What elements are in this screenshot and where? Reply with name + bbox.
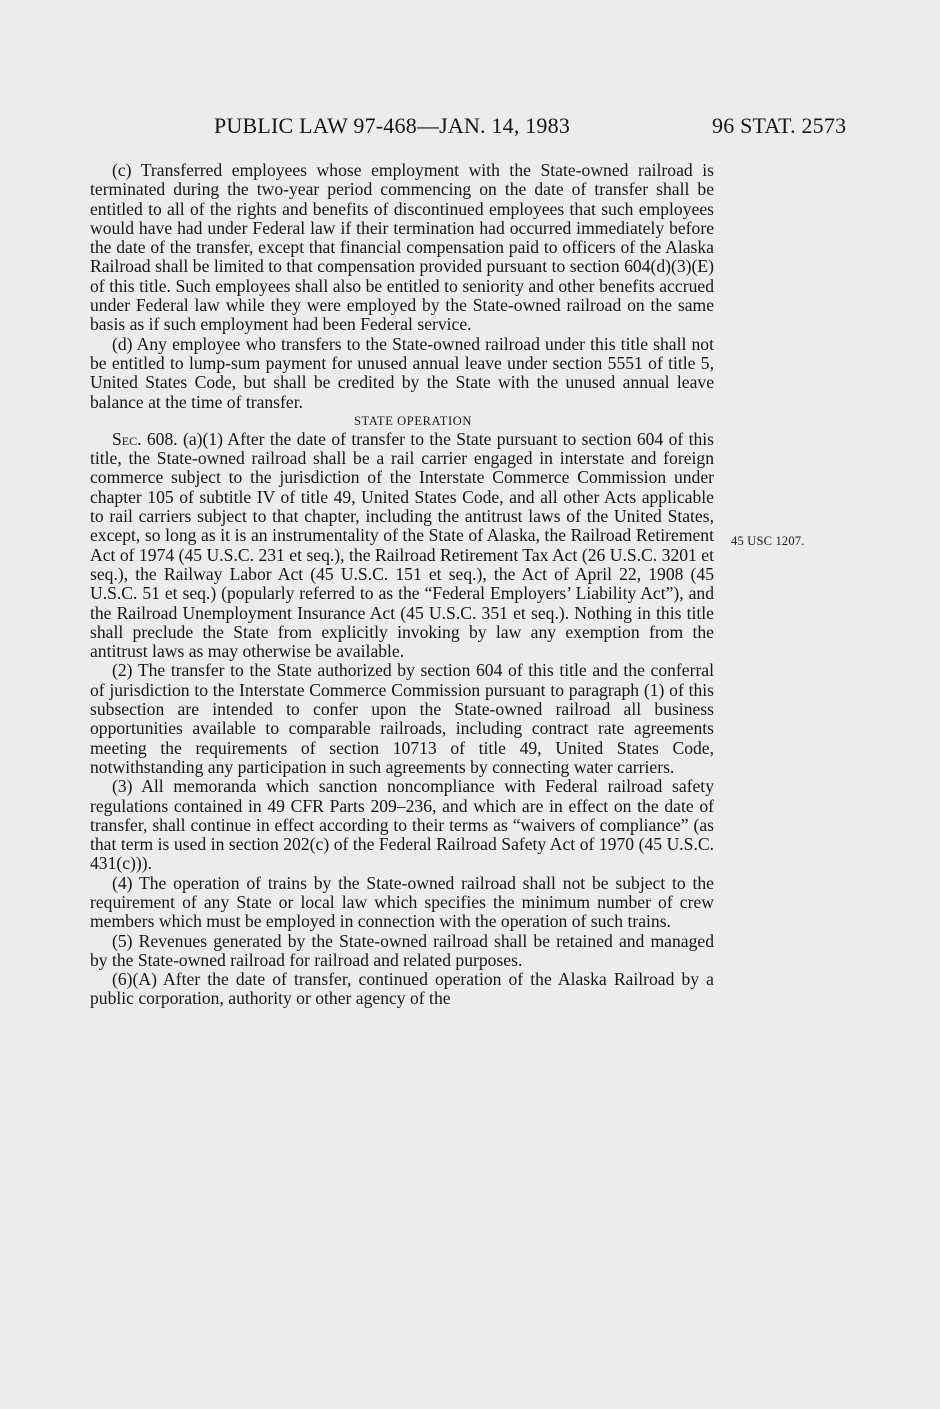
- body-text: [90, 161, 714, 1009]
- statute-page-reference: 96 STAT. 2573: [712, 113, 847, 138]
- paragraph-a2: (2) The transfer to the State authorized by section 604 of this title and the conferral of jurisdiction to the Interstate Commerce Commission pursuant to paragraph (1) of this subsection are intended to confer upon the State-owned railroad all business opportunities available to comparable railroads, including contract rate agreements meeting the requirements of section 10713 of title 49, United States Code, notwithstanding any participation in such agreements by connecting water carriers.: [90, 660, 714, 777]
- section-heading: STATE OPERATION: [353, 413, 473, 428]
- paragraph-d: (d) Any employee who transfers to the State-owned railroad under this title shall not be entitled to lump-sum payment for unused annual leave under section 5551 of title 5, United States Code, but shall be credited by the State with the unused annual leave balance at the time of transfer.: [90, 333, 714, 412]
- paragraph-a5: (5) Revenues generated by the State-owned railroad shall be retained and managed by the State-owned railroad for railroad and related purposes.: [90, 930, 714, 970]
- paragraph-a3: (3) All memoranda which sanction noncompliance with Federal railroad safety regulations contained in 49 CFR Parts 209–236, and which are in effect on the date of transfer, shall continue in effect according to their terms as “waivers of compliance” (as that term is used in section 202(c) of the Federal Railroad Safety Act of 1970 (45 U.S.C. 431(c))).: [90, 776, 714, 874]
- page-header: [0, 113, 940, 143]
- section-label: Sec. 608.: [112, 428, 178, 449]
- margin-citation-note: 45 USC 1207.: [731, 534, 805, 548]
- sec-608-a1-text: (a)(1) After the date of transfer to the State pursuant to section 604 of this title, the State-owned railroad shall be a rail carrier engaged in interstate and foreign commerce subject to the jurisdiction of the Interstate Commerce Commission under chapter 105 of subtitle IV of title 49, United States Code, and all other Acts applicable to rail carriers subject to that chapter, including the antitrust laws of the United States, except, so long as it is an instrumentality of the State of Alaska, the Railroad Retirement Act of 1974 (45 U.S.C. 231 et seq.), the Railroad Retirement Tax Act (26 U.S.C. 3201 et seq.), the Railway Labor Act (45 U.S.C. 151 et seq.), the Act of April 22, 1908 (45 U.S.C. 51 et seq.) (popularly referred to as the “Federal Employers’ Liability Act”), and the Railroad Unemployment Insurance Act (45 U.S.C. 351 et seq.). Nothing in this title shall preclude the State from explicitly invoking by law any exemption from the antitrust laws as may otherwise be available.: [90, 428, 714, 662]
- paragraph-sec-608-a1: [90, 430, 714, 662]
- paragraph-a4: (4) The operation of trains by the State-owned railroad shall not be subject to the requirement of any State or local law which specifies the minimum number of crew members which must be employed in connection with the operation of such trains.: [90, 872, 714, 932]
- running-head-title: PUBLIC LAW 97-468—JAN. 14, 1983: [214, 113, 571, 138]
- paragraph-c: (c) Transferred employees whose employment with the State-owned railroad is terminated during the two-year period commencing on the date of transfer shall be entitled to all of the rights and benefits of discontinued employees that such employees would have had under Federal law if their termination had occurred immediately before the date of the transfer, except that financial compensation paid to officers of the Alaska Railroad shall be limited to that compensation provided pursuant to section 604(d)(3)(E) of this title. Such employees shall also be entitled to seniority and other benefits accrued under Federal law while they were employed by the State-owned railroad on the same basis as if such employment had been Federal service.: [90, 160, 714, 335]
- paragraph-a6A: (6)(A) After the date of transfer, continued operation of the Alaska Railroad by a public corporation, authority or other agency of the: [90, 969, 714, 1009]
